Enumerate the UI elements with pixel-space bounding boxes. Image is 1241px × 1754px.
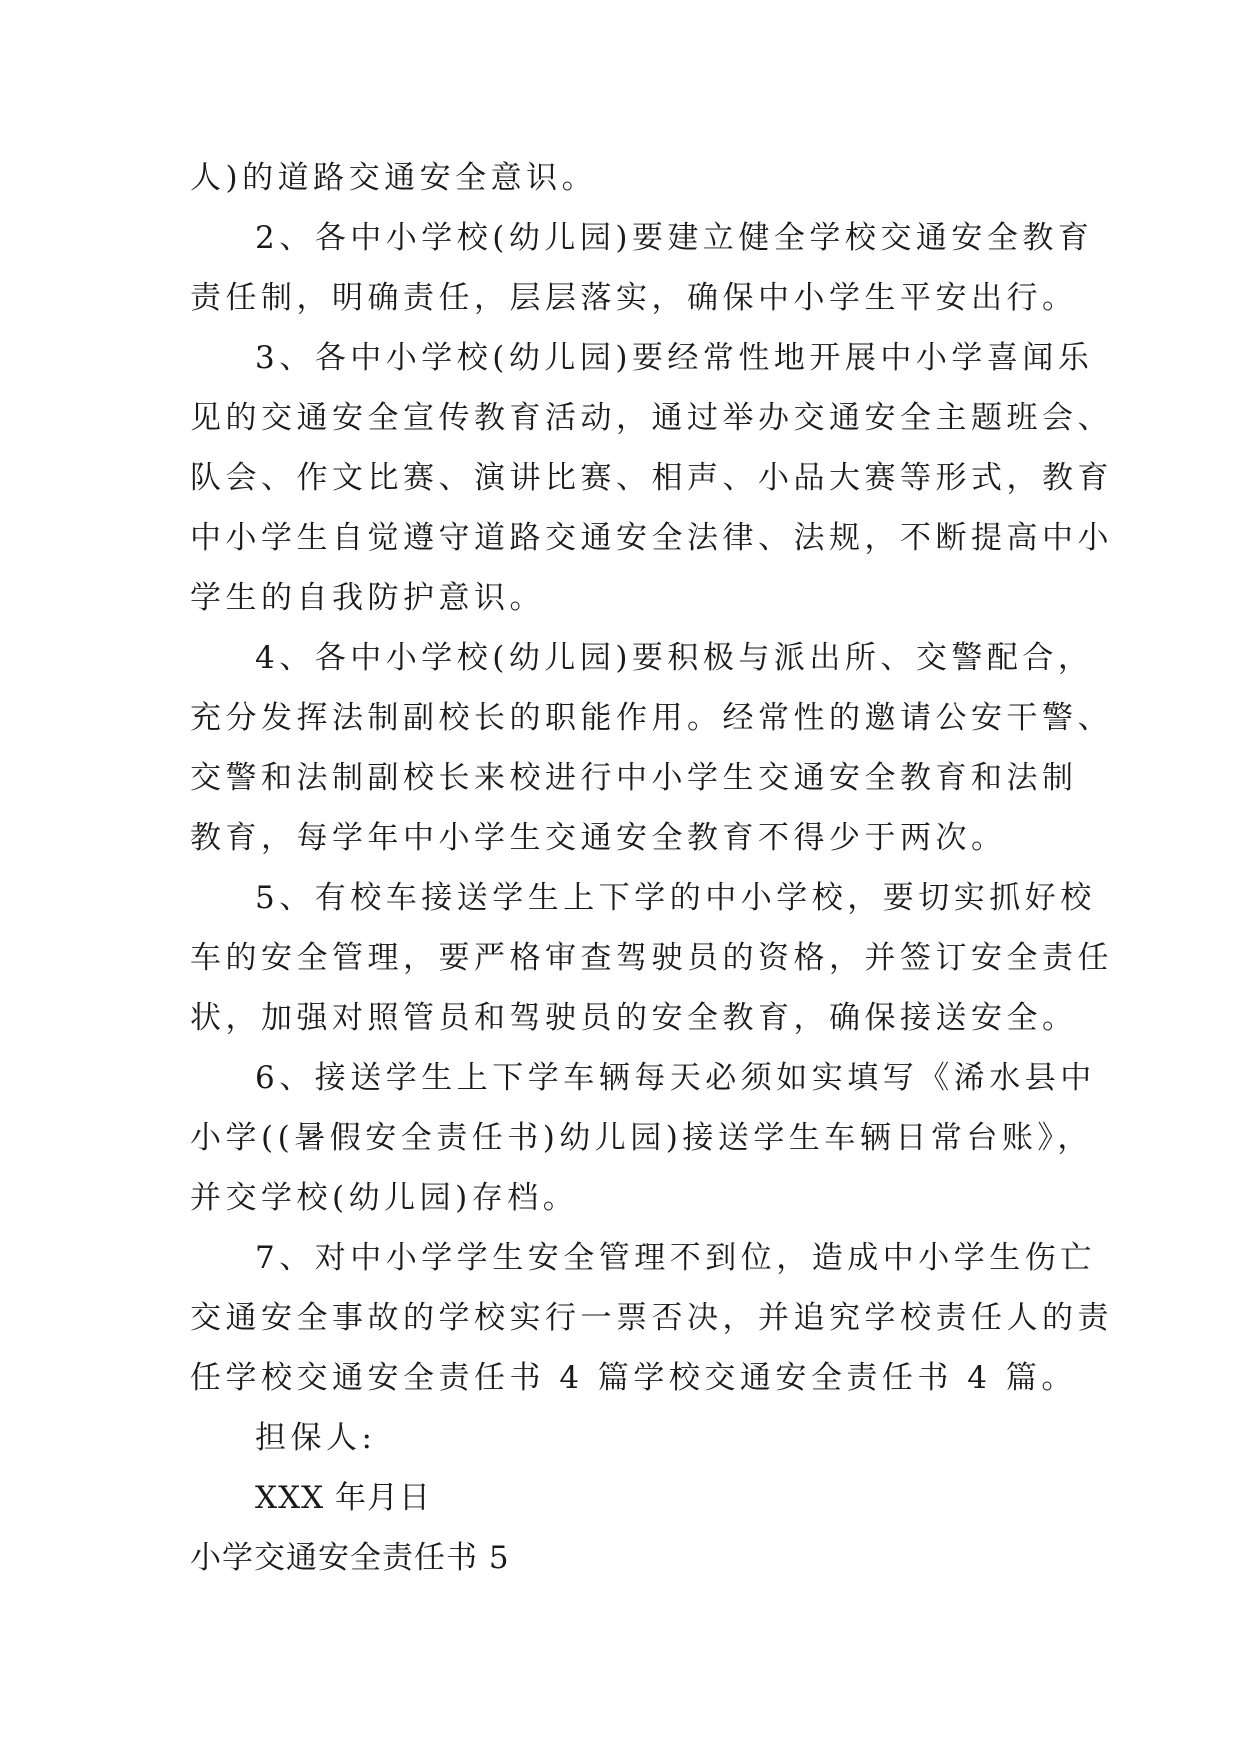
next-section-title: 小学交通安全责任书 5	[190, 1540, 510, 1576]
paragraph-line: 见的交通安全宣传教育活动，通过举办交通安全主题班会、	[190, 400, 1113, 436]
paragraph-line: 4、各中小学校(幼儿园)要积极与派出所、交警配合，	[255, 640, 1094, 676]
paragraph-line: 教育，每学年中小学生交通安全教育不得少于两次。	[190, 820, 1007, 856]
paragraph-line: 学生的自我防护意识。	[190, 580, 545, 616]
signature-date: XXX 年月日	[255, 1480, 432, 1516]
paragraph-line: 中小学生自觉遵守道路交通安全法律、法规，不断提高中小	[190, 520, 1113, 556]
paragraph-line: 责任制，明确责任，层层落实，确保中小学生平安出行。	[190, 280, 1078, 316]
paragraph-line: 任学校交通安全责任书 4 篇学校交通安全责任书 4 篇。	[190, 1360, 1077, 1396]
paragraph-line: 5、有校车接送学生上下学的中小学校，要切实抓好校	[255, 880, 1096, 916]
paragraph-line: 状，加强对照管员和驾驶员的安全教育，确保接送安全。	[190, 1000, 1078, 1036]
paragraph-line: 7、对中小学学生安全管理不到位，造成中小学生伤亡	[255, 1240, 1096, 1276]
paragraph-line: 交通安全事故的学校实行一票否决，并追究学校责任人的责	[190, 1300, 1113, 1336]
paragraph-line: 3、各中小学校(幼儿园)要经常性地开展中小学喜闻乐	[255, 340, 1094, 376]
paragraph-line: 交警和法制副校长来校进行中小学生交通安全教育和法制	[190, 760, 1078, 796]
paragraph-line: 2、各中小学校(幼儿园)要建立健全学校交通安全教育	[255, 220, 1094, 256]
paragraph-line: 并交学校(幼儿园)存档。	[190, 1180, 579, 1216]
paragraph-line: 车的安全管理，要严格审查驾驶员的资格，并签订安全责任	[190, 940, 1113, 976]
paragraph-line: 队会、作文比赛、演讲比赛、相声、小品大赛等形式，教育	[190, 460, 1113, 496]
paragraph-line: 小学((暑假安全责任书)幼儿园)接送学生车辆日常台账》，	[190, 1120, 1093, 1156]
guarantor-label: 担保人:	[255, 1420, 377, 1456]
paragraph-line: 6、接送学生上下学车辆每天必须如实填写《浠水县中	[255, 1060, 1096, 1096]
paragraph-line: 人)的道路交通安全意识。	[190, 160, 598, 196]
paragraph-line: 充分发挥法制副校长的职能作用。经常性的邀请公安干警、	[190, 700, 1113, 736]
